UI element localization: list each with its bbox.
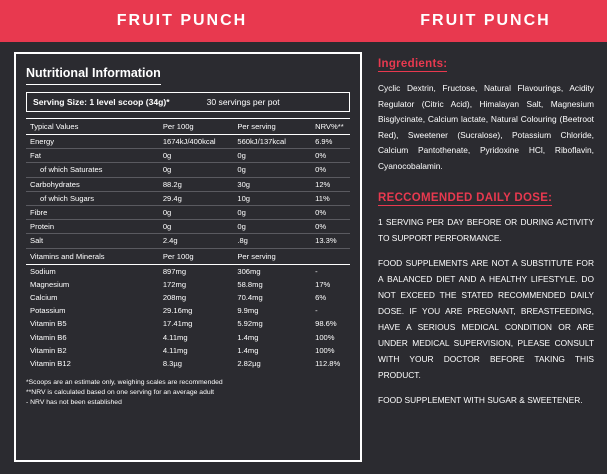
vitamins-header-row (26, 248, 350, 264)
table-row (26, 278, 350, 291)
serving-size-box (26, 92, 350, 112)
row-nrv: 6% (315, 292, 327, 302)
table-row (26, 149, 350, 163)
row-per100g: 208mg (162, 292, 187, 302)
row-perserving: 2.82µg (237, 358, 261, 368)
col-header-vitamins: Vitamins and Minerals (26, 248, 159, 264)
col-header-vit-nrv (311, 248, 350, 264)
row-label: Sodium (30, 266, 56, 276)
col-header-nrv: NRV%** (311, 119, 350, 135)
row-per100g: 0g (159, 220, 234, 234)
row-per100g: 0g (159, 163, 234, 177)
row-label: Potassium (30, 306, 66, 316)
nutrition-panel-title: Nutritional Information (26, 66, 161, 85)
row-per100g: 8.3µg (162, 358, 182, 368)
row-perserving: 1.4mg (237, 332, 259, 342)
daily-dose-paragraph: FOOD SUPPLEMENTS ARE NOT A SUBSTITUTE FOR A BALANCED DIET AND A HEALTHY LIFESTYLE. DO NOT EXCEED THE STATED RECOMMENDED DAILY DOSE. IF YOU ARE PREGNANT, BREASTFEEDING, HAVE A SERIOUS MEDICAL CONDITION OR ARE UNDER MEDICAL SUPERVISION, PLEASE CONSULT WITH YOUR DOCTOR BEFORE TAKING THIS PRODUCT. (378, 258, 594, 380)
row-nrv: 12% (311, 177, 350, 191)
row-nrv: - (315, 266, 318, 276)
row-perserving: 70.4mg (237, 292, 263, 302)
col-header-typical-values: Typical Values (26, 119, 159, 135)
row-perserving: .8g (233, 234, 311, 248)
row-nrv: 0% (311, 220, 350, 234)
row-label: Salt (26, 234, 159, 248)
row-label: Calcium (30, 292, 58, 302)
row-nrv: 13.3% (311, 234, 350, 248)
row-per100g: 17.41mg (162, 319, 193, 329)
row-nrv: 112.8% (315, 358, 341, 368)
row-label: Vitamin B5 (30, 319, 67, 329)
table-row (26, 357, 350, 370)
serving-size-label: Serving Size: 1 level scoop (34g)* (33, 97, 170, 107)
daily-dose-paragraph: 1 SERVING PER DAY BEFORE OR DURING ACTIVITY TO SUPPORT PERFORMANCE. (378, 217, 594, 244)
header-title-left: FRUIT PUNCH (116, 12, 248, 29)
table-row (26, 191, 350, 205)
row-perserving: 5.92mg (237, 319, 263, 329)
row-label: Protein (26, 220, 159, 234)
table-row (26, 291, 350, 304)
row-nrv: 11% (311, 191, 350, 205)
row-perserving: 58.8mg (237, 279, 263, 289)
row-perserving: 0g (233, 205, 311, 219)
row-nrv: 6.9% (311, 135, 350, 149)
row-per100g: 897mg (162, 266, 187, 276)
row-label: Vitamin B6 (30, 332, 67, 342)
nutrition-panel-wrapper (14, 52, 362, 462)
col-header-vit-per-serving: Per serving (233, 248, 311, 264)
daily-dose-text (378, 215, 594, 409)
row-label: Fat (26, 149, 159, 163)
row-perserving: 306mg (237, 266, 261, 276)
row-nrv: - (315, 306, 318, 316)
row-nrv: 0% (311, 163, 350, 177)
row-nrv: 100% (315, 332, 335, 342)
row-per100g: 4.11mg (162, 345, 188, 355)
row-label: Energy (26, 135, 159, 149)
col-header-per-100g: Per 100g (159, 119, 234, 135)
row-nrv: 17% (315, 279, 331, 289)
col-header-vit-per-100g: Per 100g (159, 248, 234, 264)
row-label: Vitamin B12 (30, 358, 71, 368)
row-nrv: 0% (311, 205, 350, 219)
table-header-row (26, 119, 350, 135)
row-per100g: 88.2g (159, 177, 234, 191)
row-nrv: 0% (311, 149, 350, 163)
row-per100g: 0g (159, 149, 234, 163)
row-per100g: 0g (159, 205, 234, 219)
table-row (26, 205, 350, 219)
row-perserving: 0g (233, 220, 311, 234)
row-perserving: 9.9mg (237, 306, 259, 316)
row-per100g: 172mg (162, 279, 187, 289)
table-row (26, 220, 350, 234)
nutrition-table (26, 118, 350, 370)
row-label: of which Saturates (26, 163, 159, 177)
row-per100g: 4.11mg (162, 332, 188, 342)
row-perserving: 560kJ/137kcal (233, 135, 311, 149)
row-label: of which Sugars (26, 191, 159, 205)
table-row (26, 135, 350, 149)
footnotes (26, 378, 350, 408)
table-row (26, 163, 350, 177)
row-nrv: 100% (315, 345, 335, 355)
table-row (26, 317, 350, 330)
daily-dose-paragraph: FOOD SUPPLEMENT WITH SUGAR & SWEETENER. (378, 394, 583, 405)
table-row (26, 177, 350, 191)
table-row (26, 234, 350, 248)
row-per100g: 1674kJ/400kcal (159, 135, 234, 149)
row-perserving: 0g (233, 163, 311, 177)
header-bar (0, 0, 607, 42)
nutrition-table-body (26, 119, 350, 371)
row-per100g: 29.4g (159, 191, 234, 205)
row-nrv: 98.6% (315, 319, 337, 329)
row-label: Carbohydrates (26, 177, 159, 191)
row-label: Magnesium (30, 279, 70, 289)
col-header-per-serving: Per serving (233, 119, 311, 135)
table-row (26, 330, 350, 343)
daily-dose-section (378, 188, 594, 409)
footnote-nrv: **NRV is calculated based on one serving for an average adult (26, 388, 215, 396)
table-row (26, 264, 350, 278)
servings-per-pot-label: 30 servings per pot (206, 97, 280, 107)
ingredients-text: Cyclic Dextrin, Fructose, Natural Flavourings, Acidity Regulator (Citric Acid), Himalayan Salt, Magnesium Bisglycinate, Calcium lactate, Natural Colouring (Beetroot Red), Sweetener (Sucralose), Potassium Chloride, Calcium Pantothenate, Pyridoxine HCl, Riboflavin, Cyanocobalamin. (378, 83, 594, 171)
row-perserving: 1.4mg (237, 345, 259, 355)
row-perserving: 10g (233, 191, 311, 205)
ingredients-title: Ingredients: (378, 58, 448, 70)
header-title-right: FRUIT PUNCH (420, 12, 551, 29)
row-label: Fibre (26, 205, 159, 219)
footnote-nrv-none: - NRV has not been established (26, 398, 122, 406)
right-column (378, 54, 594, 409)
nutrition-panel (14, 52, 362, 462)
row-label: Vitamin B2 (30, 345, 67, 355)
daily-dose-title: RECCOMENDED DAILY DOSE: (378, 192, 553, 205)
footnote-scoops: *Scoops are an estimate only, weighing scales are recommended (26, 379, 223, 386)
table-row (26, 344, 350, 357)
table-row (26, 304, 350, 317)
row-per100g: 2.4g (159, 234, 234, 248)
row-perserving: 30g (233, 177, 311, 191)
row-per100g: 29.16mg (162, 306, 193, 316)
row-perserving: 0g (233, 149, 311, 163)
